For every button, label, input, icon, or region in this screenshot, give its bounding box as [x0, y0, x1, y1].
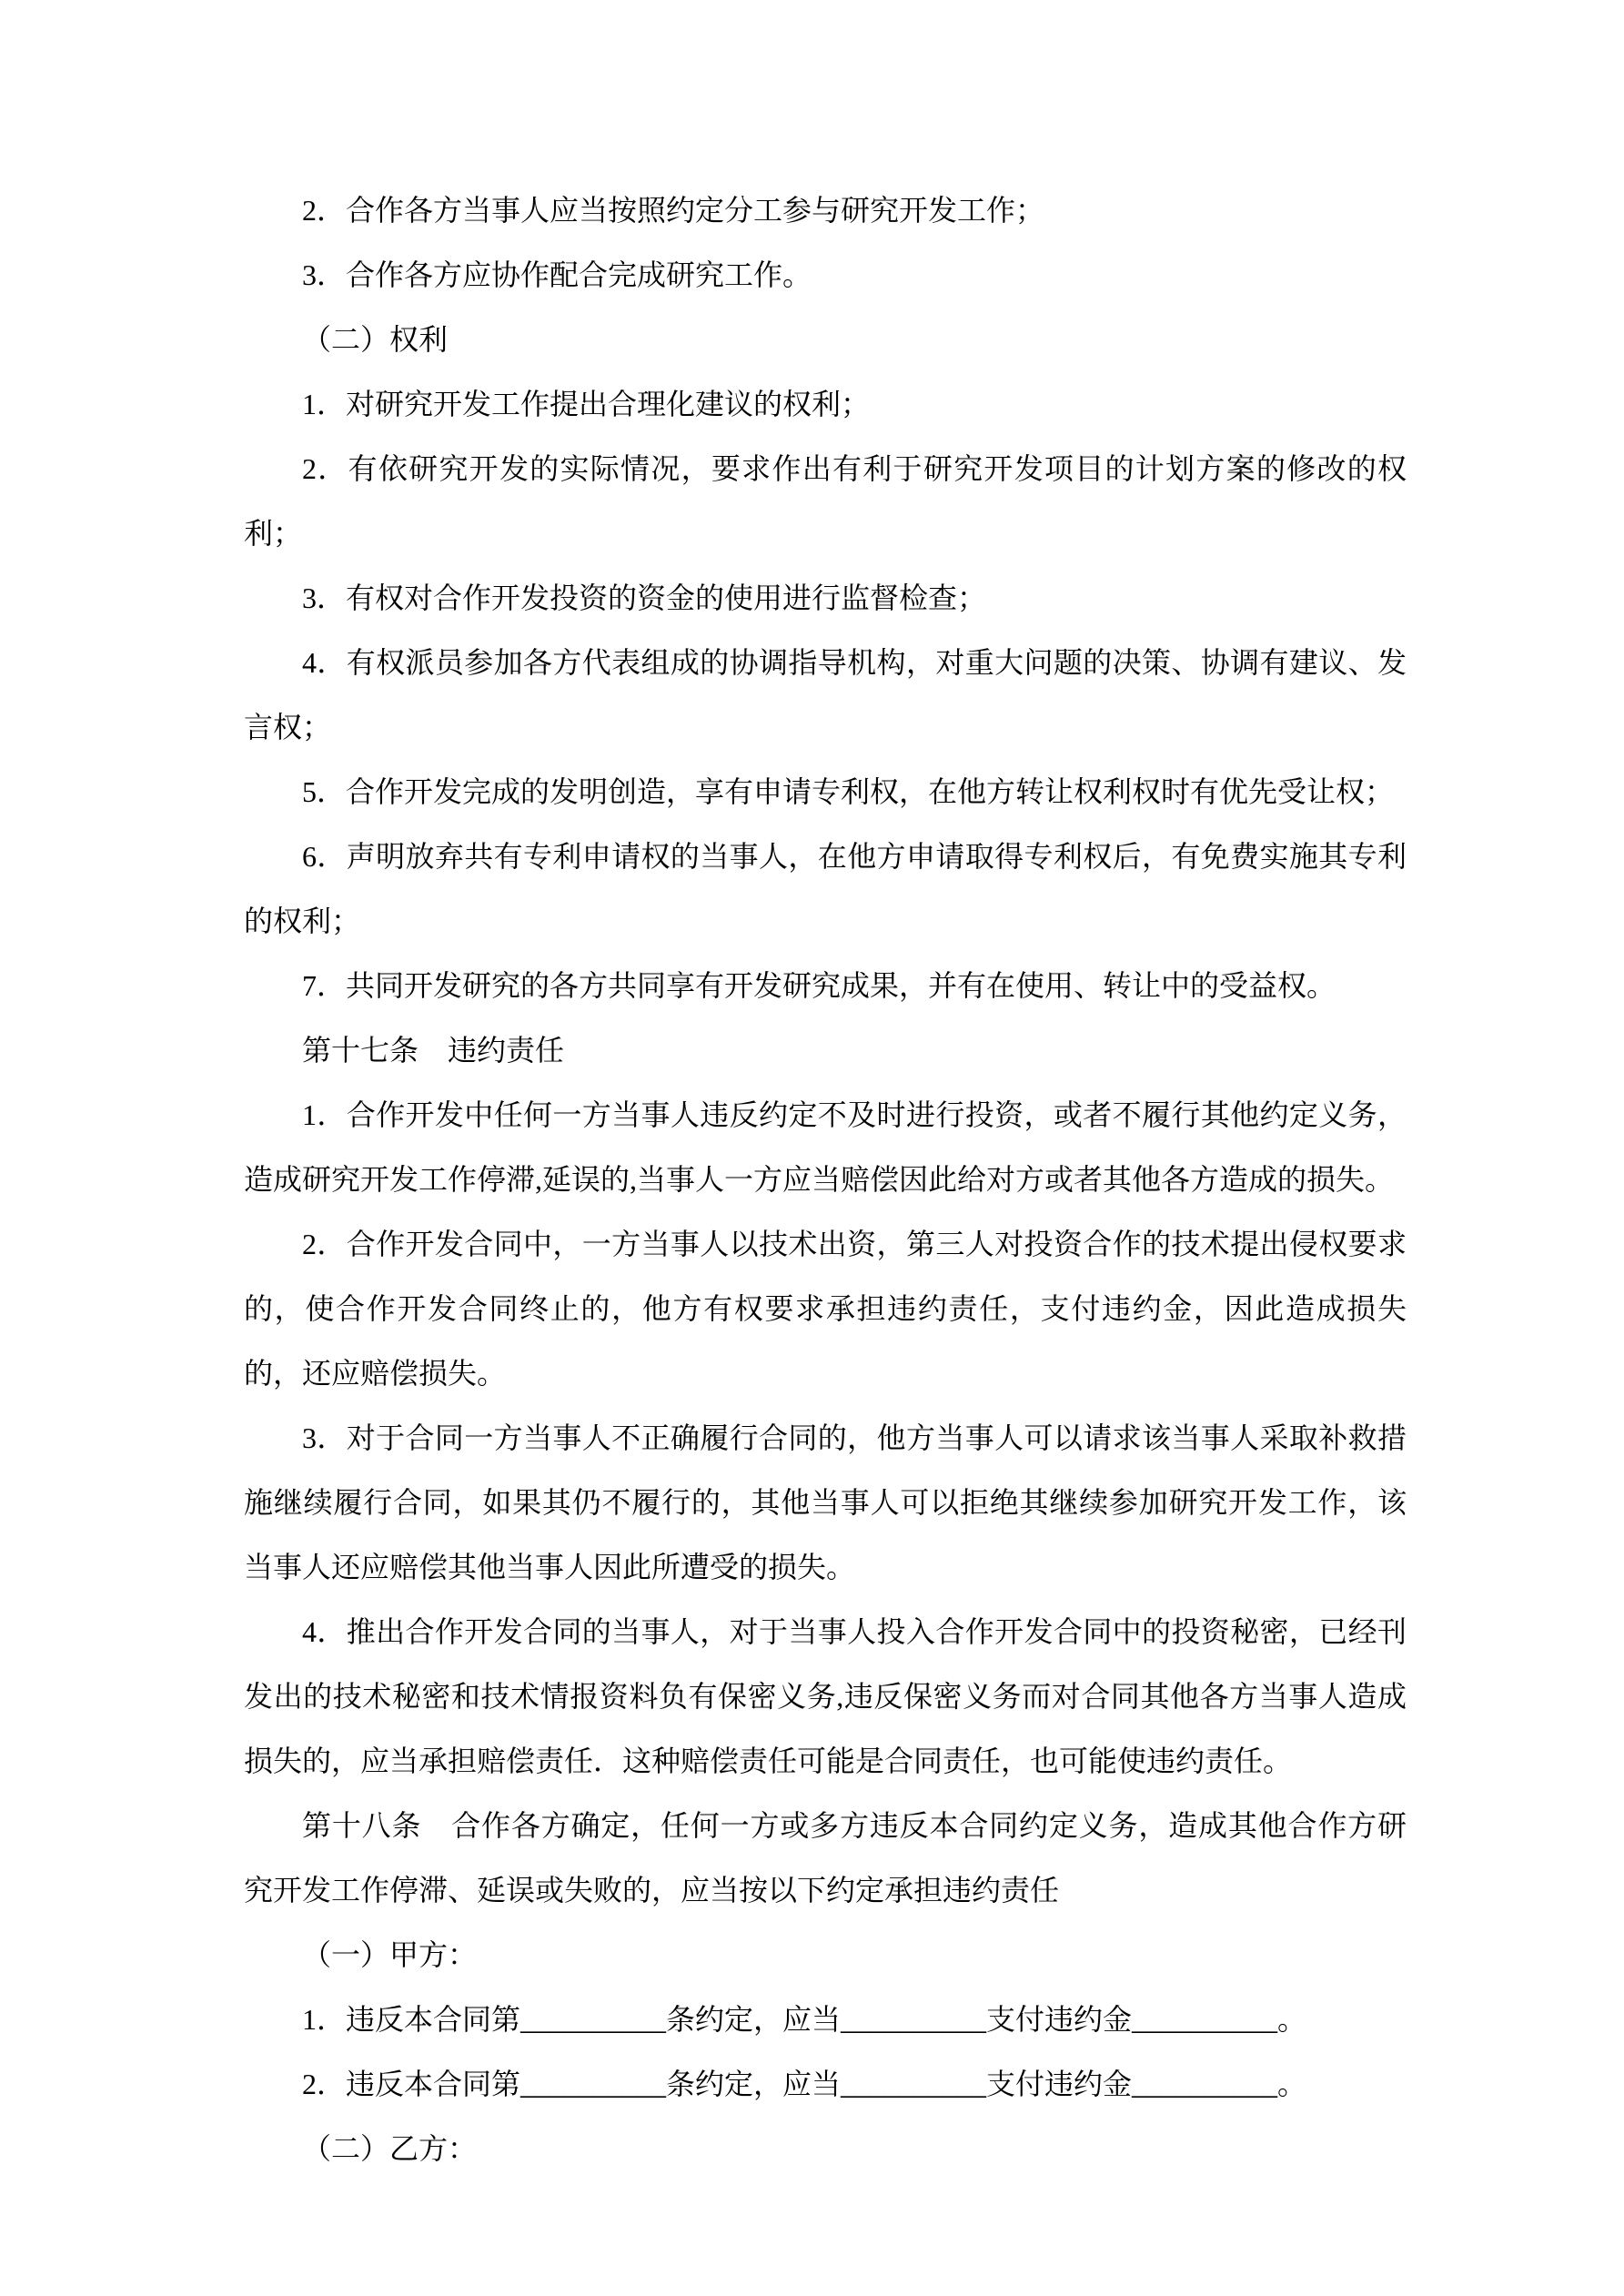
- clause-18-heading: 第十八条 合作各方确定，任何一方或多方违反本合同约定义务，造成其他合作方研究开发工作停滞、延误或失败的，应当按以下约定承担违约责任: [244, 1809, 1407, 1907]
- rights-item-7: 7．共同开发研究的各方共同享有开发研究成果，并有在使用、转让中的受益权。: [302, 969, 1337, 1002]
- party-a-heading: （一）甲方：: [302, 1938, 478, 1971]
- party-b-heading: （二）乙方：: [302, 2132, 478, 2165]
- clause-17-item-4: 4．推出合作开发合同的当事人，对于当事人投入合作开发合同中的投资秘密，已经刊发出的技术秘密和技术情报资料负有保密义务,违反保密义务而对合同其他各方当事人造成损失的，应当承担赔偿责任．这种赔偿责任可能是合同责任，也可能使违约责任。: [244, 1615, 1407, 1777]
- rights-item-3: 3．有权对合作开发投资的资金的使用进行监督检查；: [302, 582, 987, 614]
- party-a-item-2: 2．违反本合同第__________条约定，应当__________支付违约金__________。: [302, 2068, 1307, 2100]
- document-body: [244, 178, 1407, 2181]
- rights-item-4: 4．有权派员参加各方代表组成的协调指导机构，对重大问题的决策、协调有建议、发言权；: [244, 646, 1407, 743]
- rights-item-1: 1．对研究开发工作提出合理化建议的权利；: [302, 388, 871, 420]
- rights-item-6: 6．声明放弃共有专利申请权的当事人，在他方申请取得专利权后，有免费实施其专利的权利；: [244, 840, 1407, 937]
- clause-17-item-3: 3．对于合同一方当事人不正确履行合同的，他方当事人可以请求该当事人采取补救措施继续履行合同，如果其仍不履行的，其他当事人可以拒绝其继续参加研究开发工作，该当事人还应赔偿其他当事人因此所遭受的损失。: [244, 1421, 1407, 1583]
- rights-item-2: 2．有依研究开发的实际情况，要求作出有利于研究开发项目的计划方案的修改的权利；: [244, 452, 1407, 550]
- clause-17-heading: 第十七条 违约责任: [302, 1034, 565, 1067]
- section-rights-heading: （二）权利: [302, 323, 449, 356]
- clause-17-item-1: 1．合作开发中任何一方当事人违反约定不及时进行投资，或者不履行其他约定义务，造成研究开发工作停滞,延误的,当事人一方应当赔偿因此给对方或者其他各方造成的损失。: [244, 1098, 1407, 1196]
- party-a-item-1: 1．违反本合同第__________条约定，应当__________支付违约金__________。: [302, 2003, 1307, 2036]
- obligation-item-3: 3．合作各方应协作配合完成研究工作。: [302, 258, 812, 291]
- obligation-item-2: 2．合作各方当事人应当按照约定分工参与研究开发工作；: [302, 194, 1045, 227]
- rights-item-5: 5．合作开发完成的发明创造，享有申请专利权，在他方转让权利权时有优先受让权；: [302, 775, 1395, 808]
- clause-17-item-2: 2．合作开发合同中，一方当事人以技术出资，第三人对投资合作的技术提出侵权要求的，使合作开发合同终止的，他方有权要求承担违约责任，支付违约金，因此造成损失的，还应赔偿损失。: [244, 1228, 1407, 1390]
